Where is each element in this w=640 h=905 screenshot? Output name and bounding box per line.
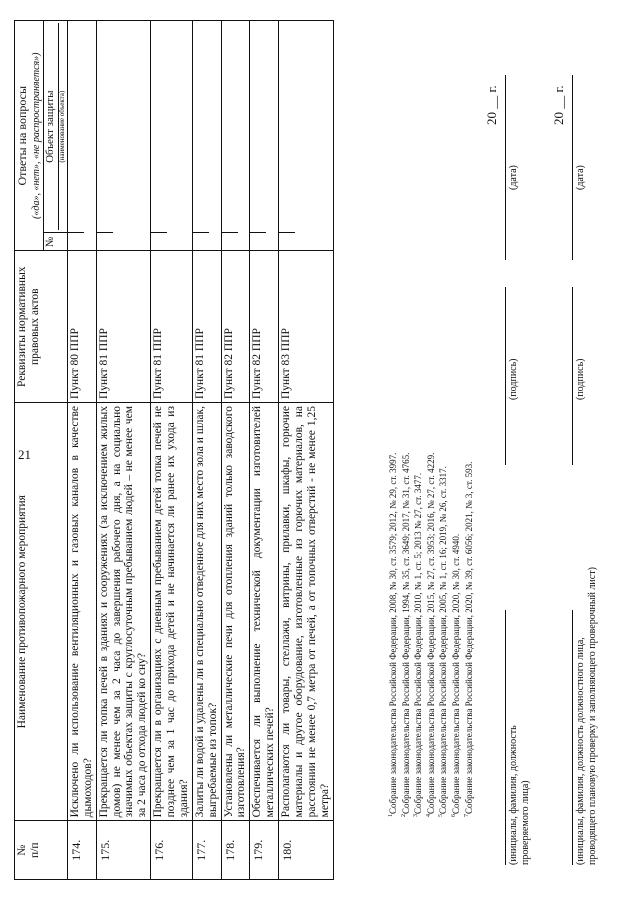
table-row <box>151 21 193 880</box>
row-answer-object[interactable] <box>279 21 295 232</box>
row-requisites: Пункт 80 ППР <box>67 251 96 403</box>
inspector-date-text: 20 __ г. <box>551 85 566 125</box>
answers-num: № <box>44 232 67 250</box>
inspection-table <box>14 20 334 880</box>
footnote <box>462 297 475 817</box>
footnote-number: 6 <box>450 814 457 817</box>
footnote <box>399 297 412 817</box>
footnote-number: 5 <box>438 814 445 817</box>
footnote-number: 1 <box>388 814 394 817</box>
row-answer-cell[interactable] <box>67 21 96 251</box>
row-answer-cell[interactable] <box>96 21 151 251</box>
answers-object: Объект защиты <box>44 90 57 163</box>
header-name: Наименование противопожарного мероприятия <box>15 403 68 821</box>
row-measure-text: Установлены ли металлические печи для отопления зданий только заводского изготовления? <box>221 403 250 821</box>
row-requisites: Пункт 81 ППР <box>151 251 193 403</box>
row-answer-cell[interactable] <box>221 21 250 251</box>
row-answer-num[interactable] <box>250 232 266 250</box>
row-answer-num[interactable] <box>279 232 295 250</box>
inspector-date-label: (дата) <box>575 165 586 190</box>
inspected-person-label: (инициалы, фамилия, должность проверяемого лица) <box>508 725 531 865</box>
footnote <box>436 297 449 817</box>
footnote-text: Собрание законодательства Российской Федерации, 2020, № 30, ст. 4940. <box>450 533 461 814</box>
row-measure-text: Исключено ли использование вентиляционных и газовых каналов в качестве дымоходов? <box>67 403 96 821</box>
row-answer-cell[interactable] <box>279 21 334 251</box>
row-requisites: Пункт 83 ППР <box>279 251 334 403</box>
row-measure-text: Прекращается ли в организациях с дневным пребыванием детей топка печей не позднее чем за 1 час до прихода детей и не начинается ли ранее их ухода из здания? <box>151 403 193 821</box>
row-answer-num[interactable] <box>151 232 167 250</box>
footnote-text: Собрание законодательства Российской Федерации, 2020, № 39, ст. 6056; 2021, № 3, ст. 593. <box>463 461 474 814</box>
footnote-text: Собрание законодательства Российской Федерации, 2005, № 1, ст. 16; 2019, № 26, ст. 3317. <box>438 466 449 814</box>
row-number: 174. <box>67 821 96 880</box>
inspector-label: (инициалы, фамилия, должность должностного лица, проводящего плановую проверку и заполняющего проверочный лист) <box>575 567 598 865</box>
page-number: 21 <box>18 447 31 462</box>
row-answer-object[interactable] <box>222 21 238 232</box>
row-number: 178. <box>221 821 250 880</box>
rotated-page-content <box>0 5 640 905</box>
footnote <box>386 297 399 817</box>
table-row <box>96 21 151 880</box>
header-num: № п/п <box>15 821 68 880</box>
inspected-signature-line <box>505 287 506 465</box>
answers-note: («да», «нет», «не распространяется») <box>30 52 42 219</box>
row-answer-cell[interactable] <box>192 21 221 251</box>
inspector-signature-line <box>572 287 573 465</box>
row-answer-cell[interactable] <box>151 21 193 251</box>
row-requisites: Пункт 81 ППР <box>192 251 221 403</box>
row-number: 176. <box>151 821 193 880</box>
row-number: 175. <box>96 821 151 880</box>
row-requisites: Пункт 81 ППР <box>96 251 151 403</box>
inspected-date-line <box>505 75 506 260</box>
row-answer-cell[interactable] <box>250 21 279 251</box>
row-number: 180. <box>279 821 334 880</box>
footnote <box>411 297 424 817</box>
row-answer-object[interactable] <box>97 21 113 232</box>
inspected-signature-label: (подпись) <box>508 358 519 400</box>
footnote-text: Собрание законодательства Российской Федерации, 2015, № 27, ст. 3953; 2016, № 27, ст. 4229. <box>425 452 436 814</box>
table-row <box>279 21 334 880</box>
row-answer-num[interactable] <box>97 232 113 250</box>
inspected-date-label: (дата) <box>508 165 519 190</box>
row-measure-text: Обеспечивается ли выполнение технической документации изготовителей металлических печей? <box>250 403 279 821</box>
footnote-number: 4 <box>425 814 432 817</box>
footnote-text: Собрание законодательства Российской Федерации, 1994, № 35, ст. 3649; 2017, № 31, ст. 4765. <box>400 452 411 814</box>
row-answer-object[interactable] <box>68 21 84 232</box>
row-requisites: Пункт 82 ППР <box>221 251 250 403</box>
row-measure-text: Располагаются ли товары, стеллажи, витрины, прилавки, шкафы, горючие материалы и другое оборудование, изготовленные из горючих материалов, на расстоянии не менее 0,7 метра от печей, а от топочных отверстий - не менее 1,25 метра? <box>279 403 334 821</box>
row-measure-text: Прекращается ли топка печей в зданиях и сооружениях (за исключением жилых домов) не менее чем за 2 часа до завершения рабочего дня, а на социально значимых объектах защиты с круглосуточным пребыванием людей – не менее чем за 2 часа до отхода людей ко сну? <box>96 403 151 821</box>
row-answer-object[interactable] <box>250 21 266 232</box>
inspected-date-text: 20 __ г. <box>484 85 499 125</box>
row-requisites: Пункт 82 ППР <box>250 251 279 403</box>
inspector-line <box>572 610 573 865</box>
row-answer-num[interactable] <box>193 232 209 250</box>
footnote <box>424 297 437 817</box>
header-requisites: Реквизиты нормативных правовых актов <box>15 251 68 403</box>
row-answer-num[interactable] <box>68 232 84 250</box>
table-row <box>250 21 279 880</box>
inspector-date-line <box>572 75 573 260</box>
row-number: 179. <box>250 821 279 880</box>
table-row <box>192 21 221 880</box>
inspector-signature-label: (подпись) <box>575 358 586 400</box>
row-answer-object[interactable] <box>151 21 167 232</box>
footnote <box>449 297 462 817</box>
footnote-text: Собрание законодательства Российской Федерации, 2010, № 1, ст. 5; 2013 № 27, ст. 3477. <box>413 472 424 814</box>
row-number: 177. <box>192 821 221 880</box>
table-row <box>67 21 96 880</box>
footnote-number: 2 <box>400 814 407 817</box>
answers-object-note: (наименование объекта) <box>58 23 66 230</box>
inspected-person-line <box>505 610 506 865</box>
row-measure-text: Залиты ли водой и удалены ли в специально отведенное для них место зола и шлак, выгребаемые из топок? <box>192 403 221 821</box>
table-row <box>221 21 250 880</box>
row-answer-object[interactable] <box>193 21 209 232</box>
footnotes <box>386 297 474 817</box>
answers-title: Ответы на вопросы <box>15 85 29 186</box>
header-answers <box>15 21 68 251</box>
row-answer-num[interactable] <box>222 232 238 250</box>
footnote-number: 7 <box>463 814 470 817</box>
footnote-number: 3 <box>413 814 420 817</box>
footnote-text: Собрание законодательства Российской Федерации, 2008, № 30, ст. 3579; 2012, № 29, ст. 3997. <box>388 452 398 814</box>
